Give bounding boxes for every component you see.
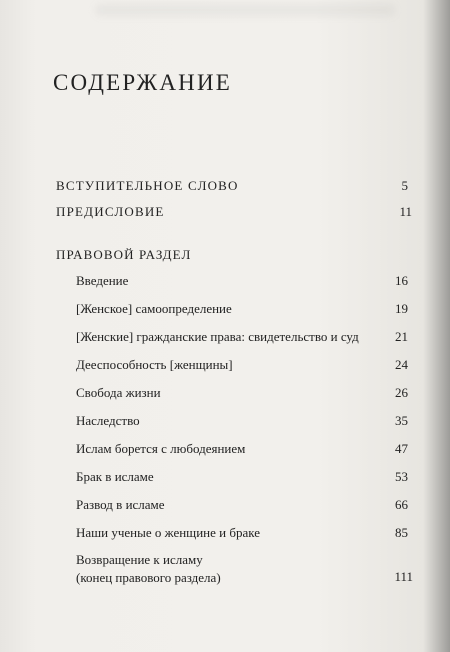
toc-entry-page: 26: [395, 385, 408, 400]
toc-entry-label: [Женское] самоопределение: [76, 301, 232, 316]
toc-entry-marriage: [0, 469, 450, 491]
toc-entry-page: 53: [395, 469, 408, 484]
toc-entry-return-to-islam: [0, 551, 450, 591]
toc-entry-page: 11: [399, 204, 412, 219]
toc-entry-page: 16: [395, 273, 408, 288]
toc-entry-page: 19: [395, 301, 408, 316]
toc-entry-page: 21: [395, 329, 408, 344]
toc-section-legal: [0, 247, 450, 269]
toc-entry-label-line-2: (конец правового раздела): [76, 570, 221, 585]
toc-entry-label-line-1: Возвращение к исламу: [76, 552, 203, 567]
toc-entry-inheritance: [0, 413, 450, 435]
page-title: СОДЕРЖАНИЕ: [53, 70, 233, 95]
toc-entry-page: 111: [394, 569, 413, 584]
toc-entry-label: ВСТУПИТЕЛЬНОЕ СЛОВО: [56, 178, 239, 193]
toc-entry-divorce: [0, 497, 450, 519]
toc-entry-label: Свобода жизни: [76, 385, 161, 400]
toc-entry-preface: [0, 204, 450, 226]
toc-entry-page: 35: [395, 413, 408, 428]
toc-entry-page: 85: [395, 525, 408, 540]
toc-entry-label: Введение: [76, 273, 129, 288]
toc-entry-label: ПРЕДИСЛОВИЕ: [56, 204, 165, 219]
toc-entry-label: Развод в исламе: [76, 497, 165, 512]
toc-entry-page: 47: [395, 441, 408, 456]
toc-entry-label: [Женские] гражданские права: свидетельство и суд: [76, 329, 359, 344]
toc-section-label: ПРАВОВОЙ РАЗДЕЛ: [56, 247, 192, 262]
toc-entry-fight-adultery: [0, 441, 450, 463]
toc-entry-self-determination: [0, 301, 450, 323]
toc-entry-label: Брак в исламе: [76, 469, 154, 484]
toc-entry-capacity: [0, 357, 450, 379]
toc-entry-intro-word: [0, 178, 450, 200]
toc-entry-label: Ислам борется с любодеянием: [76, 441, 246, 456]
toc-entry-page: 5: [401, 178, 408, 193]
toc-entry-freedom-of-life: [0, 385, 450, 407]
toc-entry-introduction: [0, 273, 450, 295]
toc-entry-page: 66: [395, 497, 408, 512]
toc-entry-label: Дееспособность [женщины]: [76, 357, 233, 372]
toc-entry-label: Наследство: [76, 413, 140, 428]
page-shadow: [95, 4, 395, 16]
toc-entry-scholars: [0, 525, 450, 547]
toc-entry-civil-rights: [0, 329, 450, 351]
toc-entry-page: 24: [395, 357, 408, 372]
toc-entry-label: Наши ученые о женщине и браке: [76, 525, 260, 540]
